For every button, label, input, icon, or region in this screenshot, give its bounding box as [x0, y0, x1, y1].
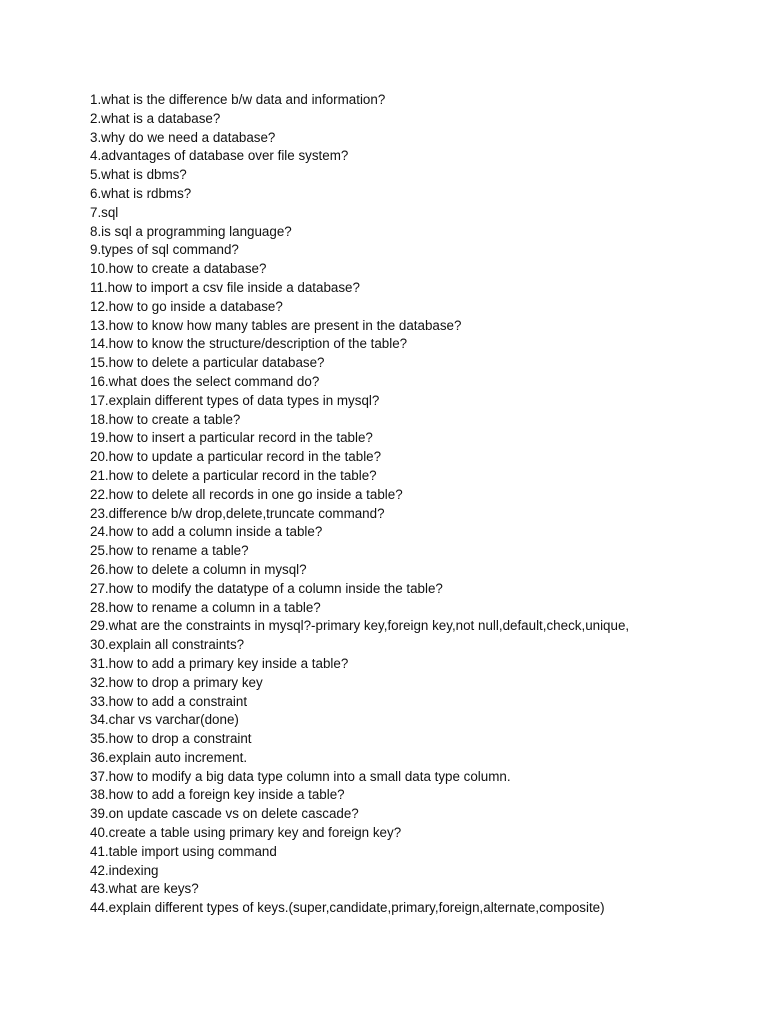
question-item: 43.what are keys? [90, 881, 199, 897]
question-item: 42.indexing [90, 862, 159, 878]
question-item: 12.how to go inside a database? [90, 298, 283, 314]
question-item: 27.how to modify the datatype of a column inside the table? [90, 580, 443, 596]
question-item: 7.sql [90, 204, 119, 220]
question-item: 28.how to rename a column in a table? [90, 599, 321, 615]
question-item: 1.what is the difference b/w data and information? [90, 92, 386, 107]
question-item: 3.why do we need a database? [90, 129, 276, 145]
question-item: 23.difference b/w drop,delete,truncate command? [90, 505, 385, 521]
question-item: 22.how to delete all records in one go inside a table? [90, 486, 403, 502]
question-item: 31.how to add a primary key inside a table? [90, 655, 349, 671]
question-item: 4.advantages of database over file system? [90, 148, 349, 164]
question-item: 13.how to know how many tables are present in the database? [90, 317, 462, 333]
question-item: 5.what is dbms? [90, 167, 187, 183]
question-item: 8.is sql a programming language? [90, 223, 292, 239]
question-item: 37.how to modify a big data type column into a small data type column. [90, 768, 511, 784]
question-item: 34.char vs varchar(done) [90, 712, 239, 728]
question-item: 40.create a table using primary key and foreign key? [90, 825, 402, 841]
question-item: 30.explain all constraints? [90, 637, 245, 653]
question-item: 33.how to add a constraint [90, 693, 248, 709]
question-item: 19.how to insert a particular record in the table? [90, 430, 373, 446]
question-item: 35.how to drop a constraint [90, 731, 252, 747]
question-item: 20.how to update a particular record in the table? [90, 449, 382, 465]
question-item: 2.what is a database? [90, 110, 221, 126]
question-list [90, 91, 760, 918]
question-item: 26.how to delete a column in mysql? [90, 561, 307, 577]
question-item: 41.table import using command [90, 843, 277, 859]
question-item: 36.explain auto increment. [90, 749, 248, 765]
question-item: 17.explain different types of data types in mysql? [90, 392, 380, 408]
question-item: 29.what are the constraints in mysql?-primary key,foreign key,not null,default,check,unique, [90, 618, 630, 634]
question-item: 32.how to drop a primary key [90, 674, 263, 690]
question-item: 15.how to delete a particular database? [90, 355, 325, 371]
question-item: 11.how to import a csv file inside a database? [90, 279, 360, 295]
question-item: 6.what is rdbms? [90, 185, 192, 201]
question-item: 18.how to create a table? [90, 411, 241, 427]
question-item: 24.how to add a column inside a table? [90, 524, 323, 540]
question-item: 44.explain different types of keys.(super,candidate,primary,foreign,alternate,composite) [90, 900, 605, 916]
question-item: 16.what does the select command do? [90, 373, 320, 389]
question-item: 21.how to delete a particular record in the table? [90, 467, 377, 483]
question-item: 38.how to add a foreign key inside a table? [90, 787, 345, 803]
question-item: 14.how to know the structure/description of the table? [90, 336, 408, 352]
question-item: 39.on update cascade vs on delete cascade? [90, 806, 359, 822]
question-item: 10.how to create a database? [90, 261, 267, 277]
question-item: 9.types of sql command? [90, 242, 239, 258]
question-item: 25.how to rename a table? [90, 543, 249, 559]
